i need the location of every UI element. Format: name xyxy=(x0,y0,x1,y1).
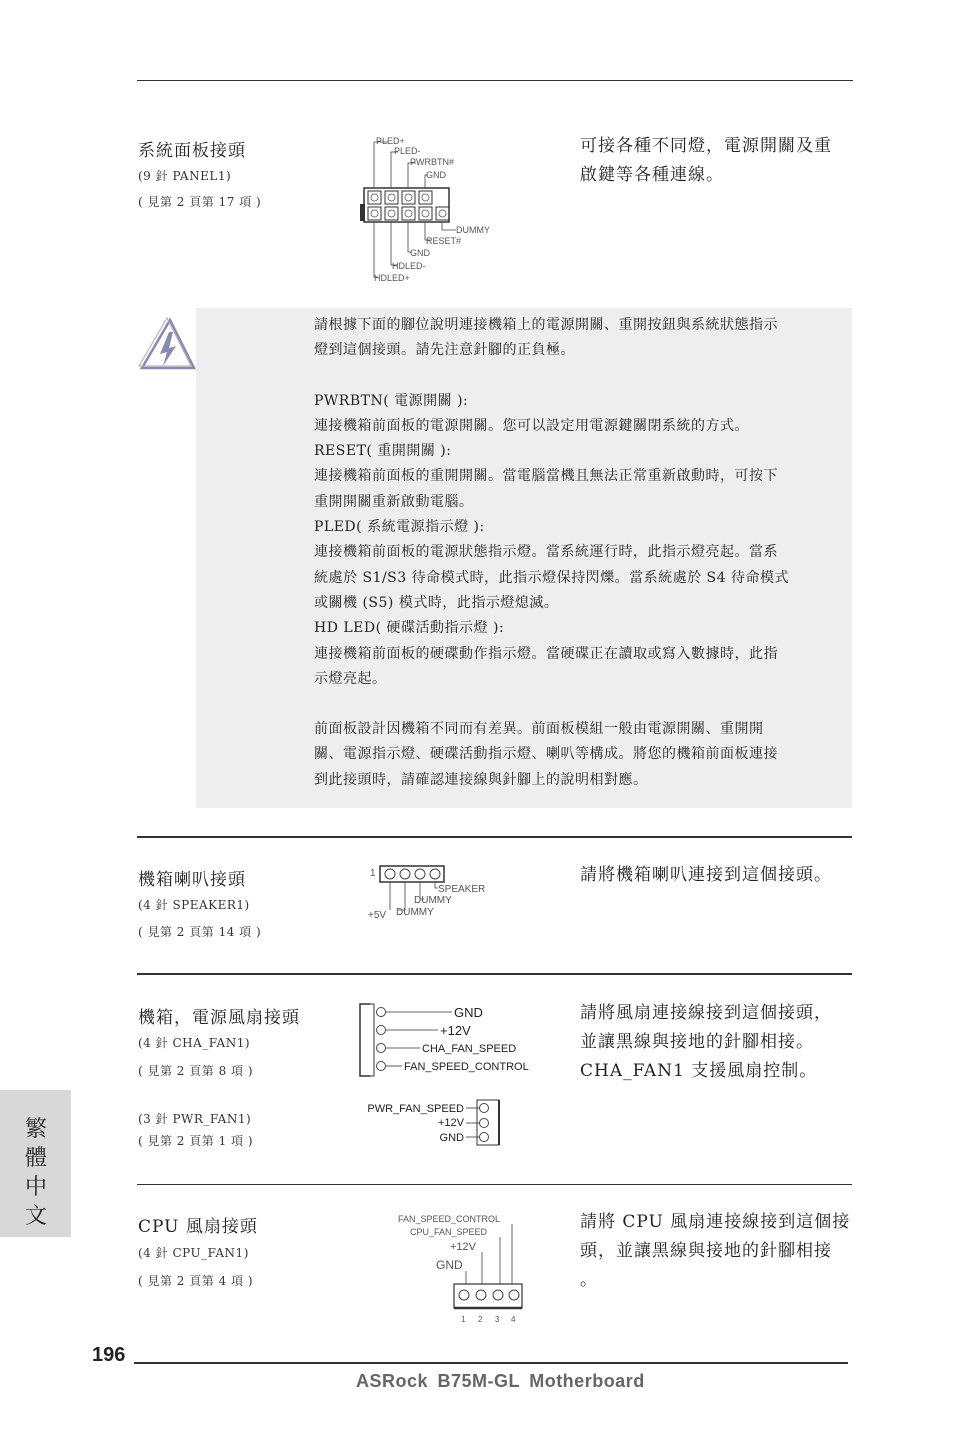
cpu-desc-line: 請將 CPU 風扇連接線接到這個接 xyxy=(580,1212,851,1232)
note-line: 連接機箱前面板的重開開關。當電腦當機且無法正常重新啟動時，可按下 xyxy=(314,468,778,485)
note-line: PWRBTN( 電源開關 ): xyxy=(314,392,469,409)
fan-pins: (4 針 CHA_FAN1) xyxy=(138,1036,251,1050)
note-line: 關、電源指示燈、硬碟活動指示燈、喇叭等構成。將您的機箱前面板連接 xyxy=(314,746,778,763)
speaker-pin-one: 1 xyxy=(370,868,376,879)
speaker-pin-label: DUMMY xyxy=(396,907,434,918)
language-side-tab-text xyxy=(22,1115,50,1231)
note-line: RESET( 重開開關 ): xyxy=(314,443,452,460)
pwr-fan-header-diagram xyxy=(354,1098,506,1148)
fan-desc-line: 請將風扇連接線接到這個接頭， xyxy=(580,1003,832,1023)
speaker-title: 機箱喇叭接頭 xyxy=(138,870,246,890)
pwr-fan-pin-label: GND xyxy=(439,1132,464,1144)
cpu-fan-pin-number: 3 xyxy=(495,1315,500,1324)
cpu-fan-pin-label: CPU_FAN_SPEED xyxy=(410,1227,488,1237)
note-text xyxy=(314,313,854,793)
speaker-pin-label: SPEAKER xyxy=(438,884,486,895)
cpu-fan-header-diagram xyxy=(396,1210,530,1326)
panel-desc xyxy=(580,132,860,190)
warning-icon xyxy=(136,316,198,374)
panel-pin-label: PLED+ xyxy=(376,136,405,146)
cha-fan-pin-label: GND xyxy=(454,1005,483,1020)
cha-fan-pin-label: FAN_SPEED_CONTROL xyxy=(404,1061,529,1073)
speaker-ref: ( 見第 2 頁第 14 項 ) xyxy=(138,925,262,939)
panel-pin-label: PLED- xyxy=(394,146,421,156)
cpu-fan-pin-number: 4 xyxy=(511,1315,516,1324)
note-line: HD LED( 硬碟活動指示燈 ): xyxy=(314,620,505,637)
note-line: 連接機箱前面板的硬碟動作指示燈。當硬碟正在讀取或寫入數據時，此指 xyxy=(314,645,778,662)
panel-pin-label: HDLED+ xyxy=(374,273,410,283)
note-line: 重開開關重新啟動電腦。 xyxy=(314,493,474,510)
speaker-desc: 請將機箱喇叭連接到這個接頭。 xyxy=(580,865,832,885)
cpu-desc-line: 。 xyxy=(580,1270,598,1290)
note-gap xyxy=(314,692,854,717)
speaker-pins: (4 針 SPEAKER1) xyxy=(138,898,250,912)
fan-pins2: (3 針 PWR_FAN1) xyxy=(138,1112,252,1126)
note-line: 前面板設計因機箱不同而有差異。前面板模組一般由電源開關、重開開 xyxy=(314,721,764,738)
footer-brand: ASRock B75M-GL Motherboard xyxy=(356,1371,645,1391)
cpu-ref: ( 見第 2 頁第 4 項 ) xyxy=(138,1274,254,1288)
pwr-fan-pin-label: PWR_FAN_SPEED xyxy=(367,1103,464,1115)
top-rule xyxy=(137,80,853,81)
cpu-fan-pin-label: GND xyxy=(436,1258,463,1272)
panel-title: 系統面板接頭 xyxy=(138,141,246,161)
side-tab-char: 體 xyxy=(24,1146,47,1171)
note-line: 示燈亮起。 xyxy=(314,670,387,687)
note-line: 或關機 (S5) 模式時，此指示燈熄滅。 xyxy=(314,594,559,611)
speaker-divider xyxy=(137,836,852,838)
panel-pin-label: DUMMY xyxy=(456,225,490,235)
cpu-fan-pin-number: 2 xyxy=(478,1315,483,1324)
cpu-fan-pin-number: 1 xyxy=(461,1315,466,1324)
fan-ref2: ( 見第 2 頁第 1 項 ) xyxy=(138,1134,254,1148)
note-line: 連接機箱前面板的電源開關。您可以設定用電源鍵關閉系統的方式。 xyxy=(314,417,749,434)
note-line: 到此接頭時，請確認連接線與針腳上的說明相對應。 xyxy=(314,771,648,788)
panel-pin-label: GND xyxy=(410,248,430,258)
panel-ref: ( 見第 2 頁第 17 項 ) xyxy=(138,195,262,209)
note-gap xyxy=(314,364,854,389)
note-line: 請根據下面的腳位說明連接機箱上的電源開關、重開按鈕與系統狀態指示 xyxy=(314,317,778,333)
side-tab-char: 中 xyxy=(24,1175,47,1200)
fan-divider xyxy=(137,973,852,975)
panel-pin-label: PWRBTN# xyxy=(410,157,455,167)
note-line: 燈到這個接頭。請先注意針腳的正負極。 xyxy=(314,342,575,359)
panel-desc-line: 啟鍵等各種連線。 xyxy=(580,165,724,185)
cpu-desc xyxy=(580,1208,860,1295)
cpu-divider xyxy=(137,1184,852,1185)
panel-pin-label: GND xyxy=(426,170,446,180)
fan-title: 機箱，電源風扇接頭 xyxy=(138,1008,300,1028)
cpu-desc-line: 頭，並讓黑線與接地的針腳相接 xyxy=(580,1241,832,1261)
fan-desc-line: CHA_FAN1 支援風扇控制。 xyxy=(580,1061,818,1081)
cha-fan-header-diagram xyxy=(356,1002,542,1082)
speaker-pin-label: DUMMY xyxy=(414,895,452,906)
note-line: 統處於 S1/S3 待命模式時，此指示燈保持閃爍。當系統處於 S4 待命模式 xyxy=(314,569,790,586)
note-line: 連接機箱前面板的電源狀態指示燈。當系統運行時，此指示燈亮起。當系 xyxy=(314,544,778,561)
panel-pin-label: RESET# xyxy=(426,236,462,246)
pwr-fan-pin-label: +12V xyxy=(438,1117,464,1129)
cpu-title: CPU 風扇接頭 xyxy=(138,1217,258,1237)
cpu-fan-pin-label: +12V xyxy=(450,1241,476,1253)
fan-desc-line: 並讓黑線與接地的針腳相接。 xyxy=(580,1032,814,1052)
fan-desc xyxy=(580,999,860,1086)
cha-fan-pin-label: CHA_FAN_SPEED xyxy=(422,1043,517,1055)
cpu-pins: (4 針 CPU_FAN1) xyxy=(138,1246,249,1260)
page-number: 196 xyxy=(92,1344,126,1366)
speaker-pin-label: +5V xyxy=(368,910,387,921)
panel-header-diagram xyxy=(358,132,490,284)
speaker-header-diagram xyxy=(366,862,498,924)
panel-pins: (9 針 PANEL1) xyxy=(138,169,232,183)
panel-desc-line: 可接各種不同燈，電源開關及重 xyxy=(580,136,832,156)
side-tab-char: 文 xyxy=(24,1204,47,1229)
fan-ref: ( 見第 2 頁第 8 項 ) xyxy=(138,1064,254,1078)
cpu-fan-pin-label: FAN_SPEED_CONTROL xyxy=(398,1214,501,1224)
side-tab-char: 繁 xyxy=(24,1117,47,1142)
note-line: PLED( 系統電源指示燈 ): xyxy=(314,519,485,536)
cha-fan-pin-label: +12V xyxy=(440,1023,471,1038)
panel-pin-label: HDLED- xyxy=(392,261,426,271)
footer-rule xyxy=(134,1362,848,1364)
